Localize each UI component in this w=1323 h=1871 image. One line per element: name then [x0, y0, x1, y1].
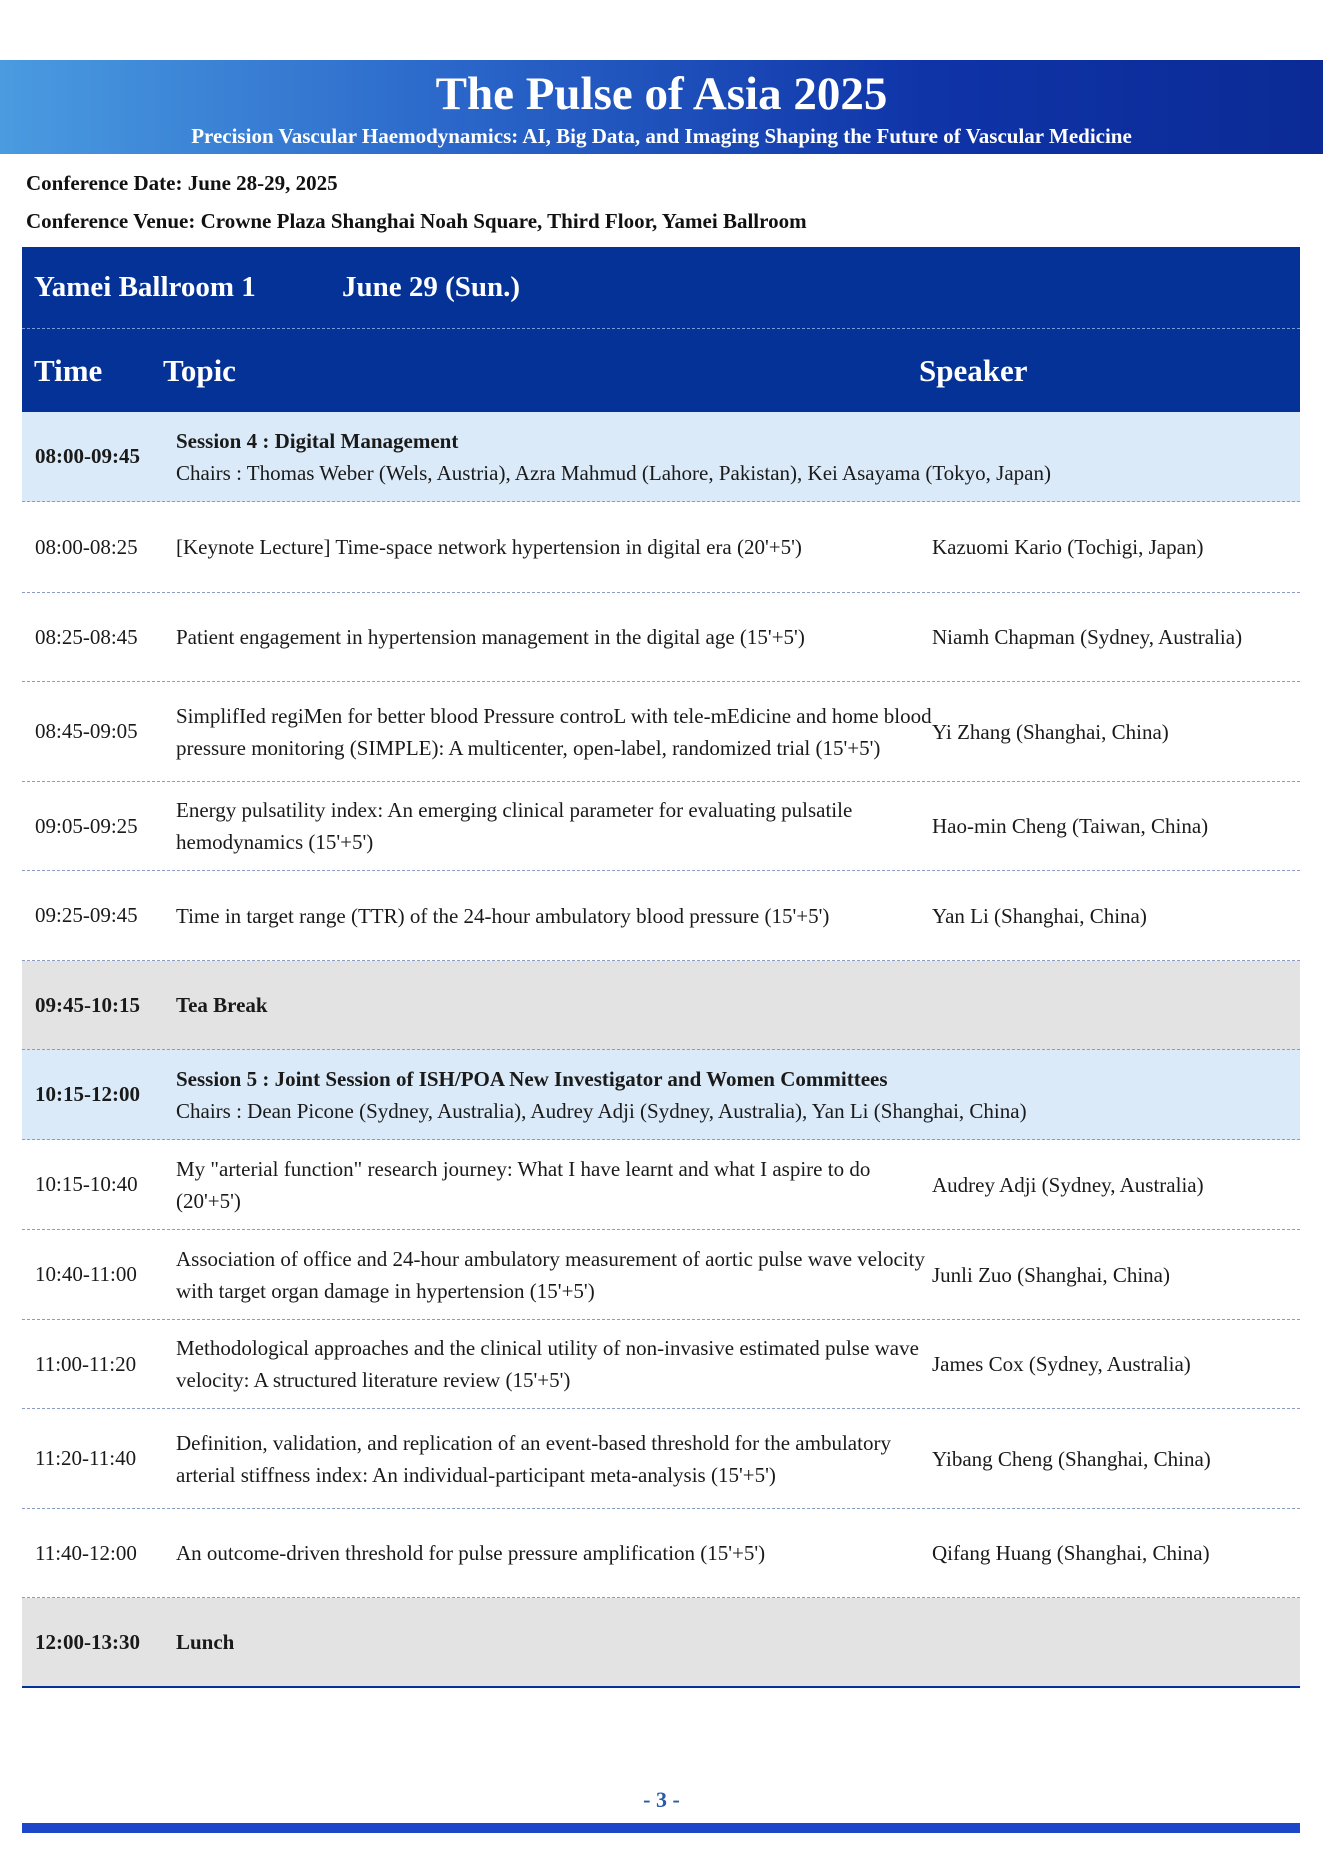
session-info	[176, 1063, 1276, 1127]
talk-speaker: Niamh Chapman (Sydney, Australia)	[932, 625, 1243, 649]
conference-date: Conference Date: June 28-29, 2025	[26, 171, 338, 195]
talk-topic: An outcome-driven threshold for pulse pressure amplification (15'+5')	[176, 1541, 766, 1565]
schedule-table	[22, 247, 1300, 1688]
talk-speaker: Hao-min Cheng (Taiwan, China)	[932, 814, 1209, 838]
talk-topic: Patient engagement in hypertension management in the digital age (15'+5')	[176, 625, 805, 649]
talk-time: 08:45-09:05	[35, 719, 138, 743]
talk-speaker: Junli Zuo (Shanghai, China)	[932, 1262, 1170, 1287]
break-time: 12:00-13:30	[35, 1629, 140, 1654]
session-chairs: Chairs : Thomas Weber (Wels, Austria), Azra Mahmud (Lahore, Pakistan), Kei Asayama (Tokyo, Japan)	[176, 460, 1051, 485]
session-title: Session 4 : Digital Management	[176, 428, 459, 453]
conference-banner	[0, 60, 1323, 154]
break-time: 09:45-10:15	[35, 992, 140, 1017]
talk-speaker: Yibang Cheng (Shanghai, China)	[932, 1446, 1211, 1471]
talk-speaker: Qifang Huang (Shanghai, China)	[932, 1541, 1210, 1565]
talk-topic: [Keynote Lecture] Time-space network hypertension in digital era (20'+5')	[176, 535, 802, 559]
table-row	[22, 782, 1300, 871]
talk-time: 11:20-11:40	[35, 1446, 137, 1470]
session-title: Session 5 : Joint Session of ISH/POA New Investigator and Women Committees	[176, 1066, 888, 1091]
conference-subtitle: Precision Vascular Haemodynamics: AI, Big Data, and Imaging Shaping the Future of Vascular Medicine	[191, 124, 1132, 148]
talk-topic: Association of office and 24-hour ambulatory measurement of aortic pulse wave velocity with target organ damage in hypertension (15'+5')	[176, 1246, 925, 1303]
talk-time: 10:15-10:40	[35, 1172, 138, 1196]
session-info	[176, 425, 1276, 489]
table-row	[22, 1320, 1300, 1409]
talk-speaker: Kazuomi Kario (Tochigi, Japan)	[932, 535, 1204, 559]
talk-topic: Definition, validation, and replication of an event-based threshold for the ambulatory arterial stiffness index: An individual-participant meta-analysis (15'+5')	[176, 1430, 891, 1487]
session-time: 08:00-09:45	[35, 444, 140, 468]
talk-speaker: Audrey Adji (Sydney, Australia)	[932, 1172, 1204, 1197]
table-row	[22, 502, 1300, 593]
talk-time: 11:00-11:20	[35, 1351, 137, 1376]
column-speaker: Speaker	[919, 352, 1028, 388]
table-row	[22, 1140, 1300, 1230]
talk-topic: SimplifIed regiMen for better blood Pressure controL with tele-mEdicine and home blood pressure monitoring (SIMPLE): A multicenter, open-label, randomized trial (15'+5')	[176, 703, 932, 760]
talk-topic: Energy pulsatility index: An emerging clinical parameter for evaluating pulsatile hemodynamics (15'+5')	[176, 798, 853, 854]
talk-time: 10:40-11:00	[35, 1262, 137, 1286]
room-day: June 29 (Sun.)	[342, 271, 521, 303]
talk-speaker: Yan Li (Shanghai, China)	[932, 903, 1147, 928]
footer-bar	[22, 1823, 1300, 1833]
talk-topic: My "arterial function" research journey: What I have learnt and what I aspire to do (20'+5')	[176, 1156, 871, 1213]
talk-time: 09:25-09:45	[35, 903, 138, 927]
talk-time: 11:40-12:00	[35, 1540, 137, 1565]
column-time: Time	[34, 352, 103, 388]
table-row	[22, 871, 1300, 961]
talk-topic: Time in target range (TTR) of the 24-hour ambulatory blood pressure (15'+5')	[176, 903, 830, 928]
table-row	[22, 1509, 1300, 1598]
conference-venue: Conference Venue: Crowne Plaza Shanghai Noah Square, Third Floor, Yamei Ballroom	[26, 209, 807, 233]
table-row	[22, 593, 1300, 682]
talk-speaker: Yi Zhang (Shanghai, China)	[932, 719, 1169, 744]
table-row	[22, 1409, 1300, 1509]
break-row	[22, 1598, 1300, 1688]
room-header	[22, 247, 1300, 329]
table-row	[22, 1230, 1300, 1320]
talk-time: 09:05-09:25	[35, 813, 138, 838]
column-topic: Topic	[163, 352, 236, 388]
talk-topic: Methodological approaches and the clinical utility of non-invasive estimated pulse wave velocity: A structured literature review (15'+5')	[176, 1336, 919, 1392]
table-row	[22, 682, 1300, 782]
session-chairs: Chairs : Dean Picone (Sydney, Australia), Audrey Adji (Sydney, Australia), Yan Li (Shanghai, China)	[176, 1098, 1027, 1123]
talk-time: 08:00-08:25	[35, 534, 138, 559]
session-row	[22, 1050, 1300, 1140]
break-label: Lunch	[176, 1630, 235, 1654]
column-header	[22, 329, 1300, 412]
conference-title: The Pulse of Asia 2025	[435, 68, 888, 120]
session-row	[22, 412, 1300, 502]
room-name: Yamei Ballroom 1	[34, 271, 256, 303]
break-label: Tea Break	[176, 993, 268, 1017]
talk-speaker: James Cox (Sydney, Australia)	[932, 1352, 1191, 1376]
break-row	[22, 961, 1300, 1050]
page-number: - 3 -	[643, 1787, 680, 1812]
talk-time: 08:25-08:45	[35, 624, 138, 649]
session-time: 10:15-12:00	[35, 1082, 140, 1106]
